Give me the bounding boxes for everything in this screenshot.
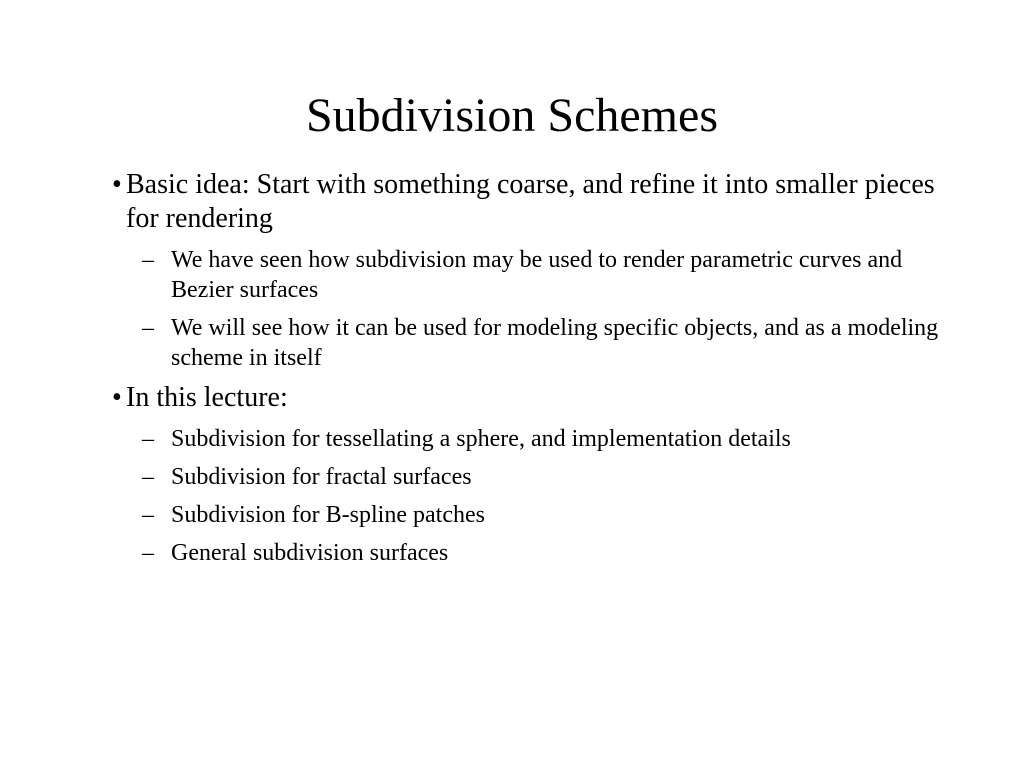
bullet-item (86, 168, 966, 236)
sub-bullet-item (86, 538, 966, 568)
sub-bullet-item (86, 245, 966, 305)
bullet-marker: • (112, 382, 122, 413)
slide-title: Subdivision Schemes (305, 89, 718, 142)
sub-bullet-list (86, 245, 966, 373)
sub-bullet-marker: – (142, 540, 154, 566)
bullet-marker: • (112, 169, 122, 200)
sub-bullet-marker: – (142, 426, 154, 452)
sub-bullet-item (86, 424, 966, 454)
sub-bullet-item (86, 462, 966, 492)
sub-bullet-text: Subdivision for B-spline patches (171, 502, 485, 528)
sub-bullet-text: We will see how it can be used for modeling specific objects, and as a modeling scheme in itself (171, 315, 939, 371)
sub-bullet-list (86, 424, 966, 568)
sub-bullet-item (86, 500, 966, 530)
sub-bullet-text: We have seen how subdivision may be used to render parametric curves and Bezier surfaces (171, 247, 903, 303)
sub-bullet-marker: – (142, 464, 154, 490)
bullet-text: Basic idea: Start with something coarse, and refine it into smaller pieces for rendering (126, 169, 935, 234)
bullet-item (86, 381, 966, 415)
sub-bullet-item (86, 313, 966, 373)
bullet-text: In this lecture: (126, 382, 288, 413)
sub-bullet-marker: – (142, 315, 154, 341)
sub-bullet-marker: – (142, 247, 154, 273)
sub-bullet-text: Subdivision for fractal surfaces (171, 464, 472, 490)
sub-bullet-text: General subdivision surfaces (171, 540, 449, 566)
sub-bullet-marker: – (142, 502, 154, 528)
bullet-list (86, 168, 966, 576)
sub-bullet-text: Subdivision for tessellating a sphere, and implementation details (171, 426, 791, 452)
